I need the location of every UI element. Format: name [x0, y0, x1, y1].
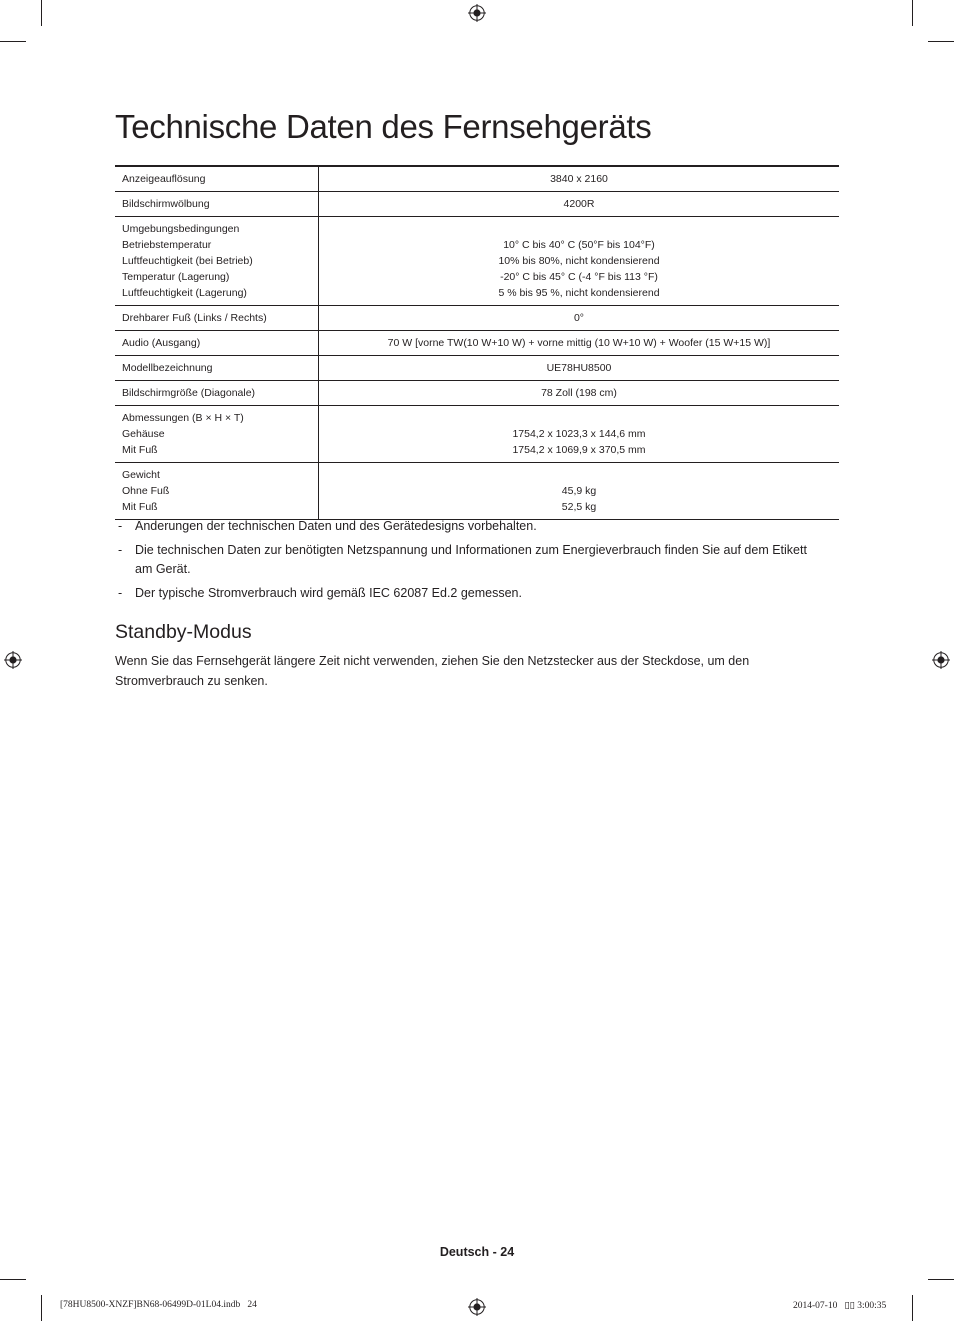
spec-label-cell	[115, 217, 319, 306]
spec-label: Modellbezeichnung	[122, 362, 213, 374]
spec-value: -20° C bis 45° C (-4 °F bis 113 °F)	[500, 271, 658, 283]
spec-value: 0°	[573, 312, 585, 324]
spec-label-cell	[115, 356, 319, 381]
table-row	[115, 217, 839, 306]
crop-mark	[912, 0, 913, 26]
spec-label-cell	[115, 306, 319, 331]
list-item	[115, 584, 815, 603]
spec-value: 1754,2 x 1023,3 x 144,6 mm	[512, 428, 646, 440]
spec-value: 10% bis 80%, nicht kondensierend	[498, 255, 660, 267]
spec-label: Temperatur (Lagerung)	[122, 271, 230, 283]
spec-label: Bildschirmwölbung	[122, 198, 210, 210]
spec-value: 3840 x 2160	[550, 173, 608, 185]
spec-value-cell	[319, 406, 840, 463]
print-timestamp: 2014-07-10 ▯▯ 3:00:35	[793, 1301, 887, 1311]
bullet-dash: -	[118, 586, 123, 600]
spec-label-cell	[115, 331, 319, 356]
table-row	[115, 463, 839, 520]
note-text: Der typische Stromverbrauch wird gemäß IEC 62087 Ed.2 gemessen.	[135, 586, 522, 600]
spec-label-cell	[115, 381, 319, 406]
spec-value: 45,9 kg	[561, 485, 597, 497]
spec-value: 10° C bis 40° C (50°F bis 104°F)	[503, 239, 655, 251]
spec-label: Anzeigeauflösung	[122, 173, 206, 185]
spec-value-cell	[319, 331, 840, 356]
spec-value: 1754,2 x 1069,9 x 370,5 mm	[512, 444, 646, 456]
spec-value: UE78HU8500	[546, 362, 612, 374]
table-row	[115, 192, 839, 217]
spec-value: 70 W [vorne TW(10 W+10 W) + vorne mittig (10 W+10 W) + Woofer (15 W+15 W)]	[387, 337, 771, 349]
page-number: Deutsch - 24	[439, 1245, 515, 1259]
crop-mark	[41, 1295, 42, 1321]
spec-label: Drehbarer Fuß (Links / Rechts)	[122, 312, 267, 324]
registration-mark-icon	[468, 4, 486, 22]
spec-label-cell	[115, 406, 319, 463]
spec-label: Mit Fuß	[122, 501, 158, 513]
table-row	[115, 406, 839, 463]
spec-label: Ohne Fuß	[122, 485, 170, 497]
spec-label-cell	[115, 463, 319, 520]
table-row	[115, 306, 839, 331]
spec-label: Umgebungsbedingungen	[122, 223, 240, 235]
table-row	[115, 381, 839, 406]
spec-label: Audio (Ausgang)	[122, 337, 201, 349]
registration-mark-icon	[468, 1298, 486, 1316]
spec-label: Luftfeuchtigkeit (bei Betrieb)	[122, 255, 253, 267]
registration-mark-icon	[4, 651, 22, 669]
spec-label: Luftfeuchtigkeit (Lagerung)	[122, 287, 247, 299]
spec-label: Bildschirmgröße (Diagonale)	[122, 387, 256, 399]
bullet-dash: -	[118, 543, 123, 557]
specs-table	[115, 165, 839, 520]
spec-value-cell	[319, 381, 840, 406]
spec-value: 4200R	[563, 198, 595, 210]
spec-label-cell	[115, 166, 319, 192]
spec-label: Gehäuse	[122, 428, 165, 440]
spec-value-cell	[319, 166, 840, 192]
spec-value: 52,5 kg	[561, 501, 597, 513]
standby-paragraph: Wenn Sie das Fernsehgerät längere Zeit nicht verwenden, ziehen Sie den Netzstecker aus der Steckdose, um den Stromverbrauch zu senken.	[115, 654, 750, 688]
crop-mark	[41, 0, 42, 26]
page-title: Technische Daten des Fernsehgeräts	[115, 108, 652, 145]
crop-mark	[928, 1279, 954, 1280]
registration-mark-icon	[932, 651, 950, 669]
table-row	[115, 356, 839, 381]
bullet-dash: -	[118, 519, 123, 533]
spec-value: 5 % bis 95 %, nicht kondensierend	[498, 287, 660, 299]
crop-mark	[0, 1279, 26, 1280]
section-heading-standby: Standby-Modus	[115, 621, 252, 643]
crop-mark	[928, 41, 954, 42]
spec-value: 78 Zoll (198 cm)	[541, 387, 617, 399]
crop-mark	[0, 41, 26, 42]
file-slug: [78HU8500-XNZF]BN68-06499D-01L04.indb 24	[60, 1300, 257, 1310]
spec-label-cell	[115, 192, 319, 217]
notes-list	[115, 517, 815, 608]
list-item	[115, 517, 815, 536]
note-text: Änderungen der technischen Daten und des Gerätedesigns vorbehalten.	[135, 519, 537, 533]
spec-value-cell	[319, 356, 840, 381]
spec-value-cell	[319, 217, 840, 306]
spec-value-cell	[319, 463, 840, 520]
specs-table-body	[115, 166, 839, 520]
spec-label: Betriebstemperatur	[122, 239, 212, 251]
spec-value-cell	[319, 306, 840, 331]
note-text: Die technischen Daten zur benötigten Netzspannung und Informationen zum Energieverbrauch finden Sie auf dem Etikett am Gerät.	[135, 543, 807, 576]
table-row	[115, 166, 839, 192]
table-row	[115, 331, 839, 356]
crop-mark	[912, 1295, 913, 1321]
spec-value-cell	[319, 192, 840, 217]
spec-label: Mit Fuß	[122, 444, 158, 456]
spec-label: Abmessungen (B × H × T)	[122, 412, 244, 424]
spec-label: Gewicht	[122, 469, 160, 481]
list-item	[115, 541, 815, 579]
